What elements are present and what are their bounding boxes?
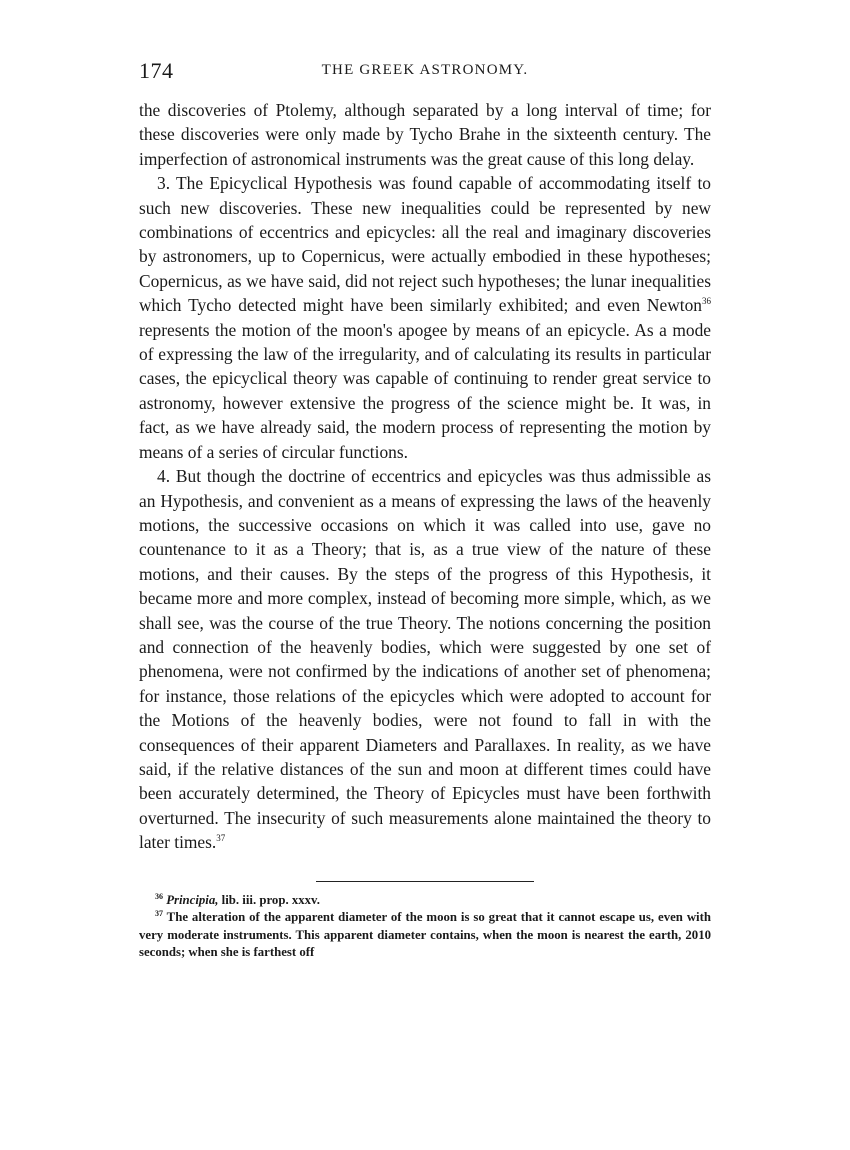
footnote-title: Principia,	[166, 892, 219, 907]
footnote-36	[139, 892, 711, 910]
footnote-marker: 37	[155, 909, 163, 919]
page-header	[139, 58, 711, 88]
body-text	[139, 98, 711, 855]
footnote-ref-37[interactable]: 37	[216, 833, 226, 844]
paragraph-text: the discoveries of Ptolemy, although separated by a long interval of time; for these discoveries were only made by Tycho Brahe in the sixteenth century. The imperfection of astronomical instruments was the great cause of this long delay.	[139, 100, 711, 169]
paragraph-4	[139, 464, 711, 855]
book-page	[139, 58, 711, 962]
paragraph-text: 3. The Epicyclical Hypothesis was found capable of accommodating itself to such new discoveries. These new inequalities could be represented by new combinations of eccentrics and epicycles: all the real and imaginary discoveries by astronomers, up to Copernicus, were actually embodied in these hypotheses; Copernicus, as we have said, did not reject such hypotheses; the lunar inequalities which Tycho detected might have been similarly exhibited; and even Newton	[139, 173, 711, 316]
paragraph-3	[139, 171, 711, 464]
paragraph-text: represents the motion of the moon's apogee by means of an epicycle. As a mode of expressing the law of the irregularity, and of calculating its results in particular cases, the epicyclical theory was capable of continuing to render great service to astronomy, however extensive the progress of the science might be. It was, in fact, as we have already said, the modern process of representing the motion by means of a series of circular functions.	[139, 319, 711, 462]
footnotes	[139, 892, 711, 962]
page-number: 174	[139, 58, 174, 83]
footnote-divider	[316, 881, 534, 882]
footnote-37	[139, 909, 711, 962]
footnote-ref-36[interactable]: 36	[702, 296, 711, 307]
paragraph-continuation	[139, 98, 711, 171]
footnote-text: lib. iii. prop. xxxv.	[218, 892, 320, 907]
paragraph-text: 4. But though the doctrine of eccentrics and epicycles was thus admissible as an Hypothesis, and convenient as a means of expressing the laws of the heavenly motions, the successive occasions on which it was called into use, gave no countenance to it as a Theory; that is, as a true view of the nature of these motions, and their causes. By the steps of the progress of this Hypothesis, it became more and more complex, instead of becoming more simple, which, as we shall see, was the course of the true Theory. The notions concerning the position and connection of the heavenly bodies, which were suggested by one set of phenomena, were not confirmed by the indications of another set of phenomena; for instance, those relations of the epicycles which were adopted to account for the Motions of the heavenly bodies, were not found to fall in with the consequences of their apparent Diameters and Parallaxes. In reality, as we have said, if the relative distances of the sun and moon at different times could have been accurately determined, the Theory of Epicycles must have been forthwith overturned. The insecurity of such measurements alone maintained the theory to later times.	[139, 466, 711, 853]
running-head: THE GREEK ASTRONOMY.	[321, 62, 529, 78]
footnote-marker: 36	[155, 891, 163, 901]
footnote-text: The alteration of the apparent diameter of the moon is so great that it cannot escape us, even with very moderate instruments. This apparent diameter contains, when the moon is nearest the earth, 2010 seconds; when she is farthest off	[139, 910, 711, 960]
